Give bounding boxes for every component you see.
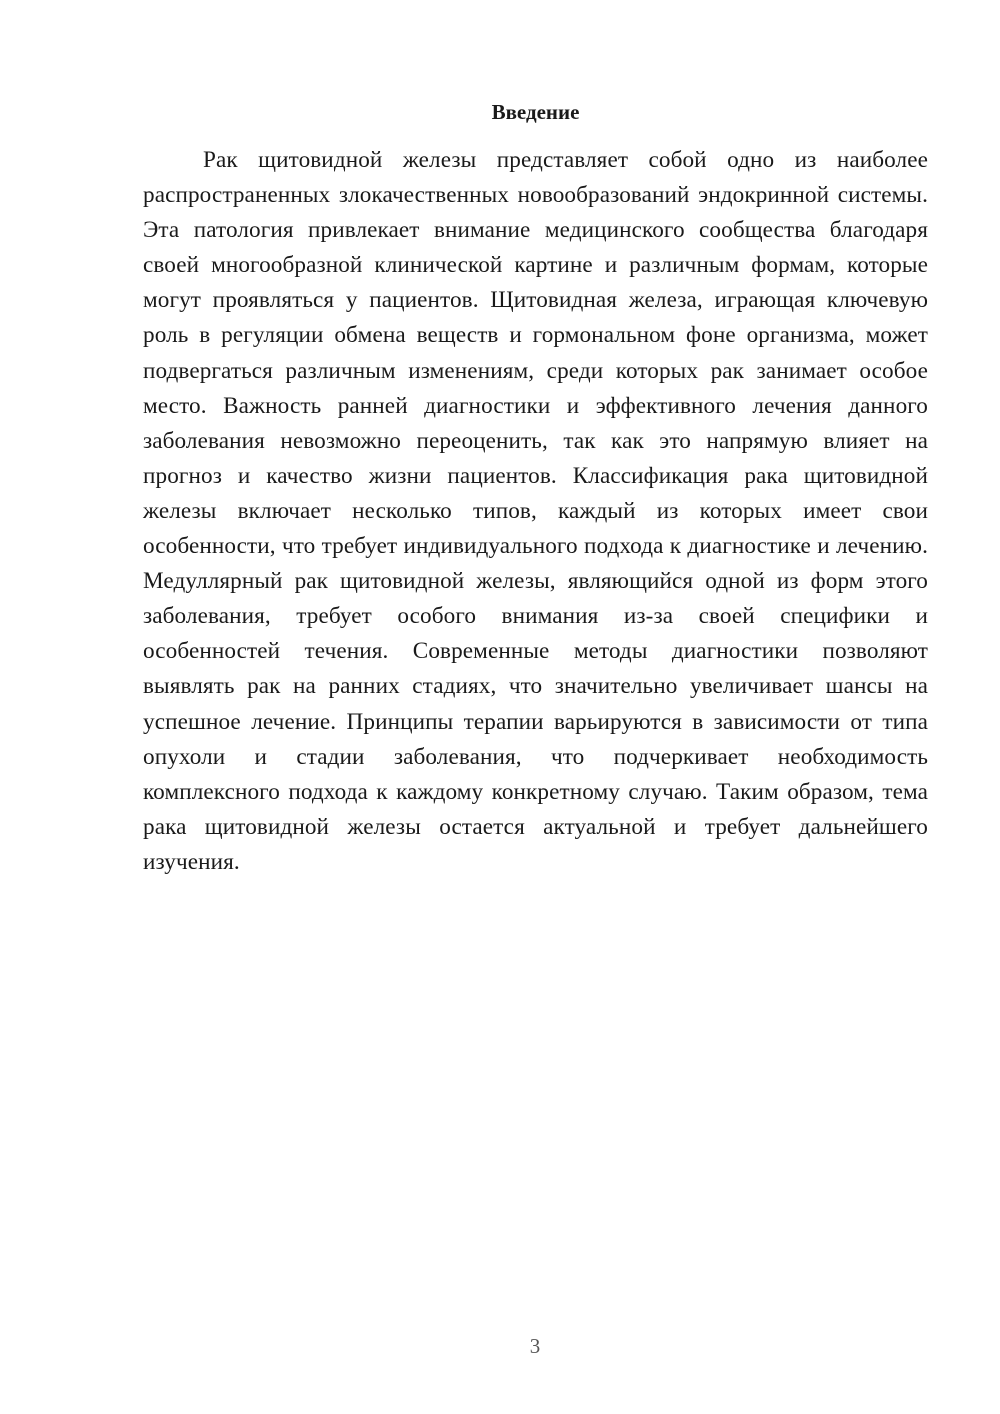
page-number: 3 — [529, 1334, 541, 1358]
intro-paragraph: Рак щитовидной железы представляет собой одно из наиболее распространенных злокачественных новообразований эндокринной системы. Эта патология привлекает внимание медицинского сообщества благодаря своей многообразной клинической картине и различным формам, которые могут проявляться у пациентов. Щитовидная железа, играющая ключевую роль в регуляции обмена веществ и гормональном фоне организма, может подвергаться различным изменениям, среди которых рак занимает особое место. Важность ранней диагностики и эффективного лечения данного заболевания невозможно переоценить, так как это напрямую влияет на прогноз и качество жизни пациентов. Классификация рака щитовидной железы включает несколько типов, каждый из которых имеет свои особенности, что требует индивидуального подхода к диагностике и лечению. Медуллярный рак щитовидной железы, являющийся одной из форм этого заболевания, требует особого внимания из-за своей специфики и особенностей течения. Современные методы диагностики позволяют выявлять рак на ранних стадиях, что значительно увеличивает шансы на успешное лечение. Принципы терапии варьируются в зависимости от типа опухоли и стадии заболевания, что подчеркивает необходимость комплексного подхода к каждому конкретному случаю. Таким образом, тема рака щитовидной железы остается актуальной и требует дальнейшего изучения. — [143, 147, 928, 875]
section-title: Введение — [491, 100, 580, 124]
